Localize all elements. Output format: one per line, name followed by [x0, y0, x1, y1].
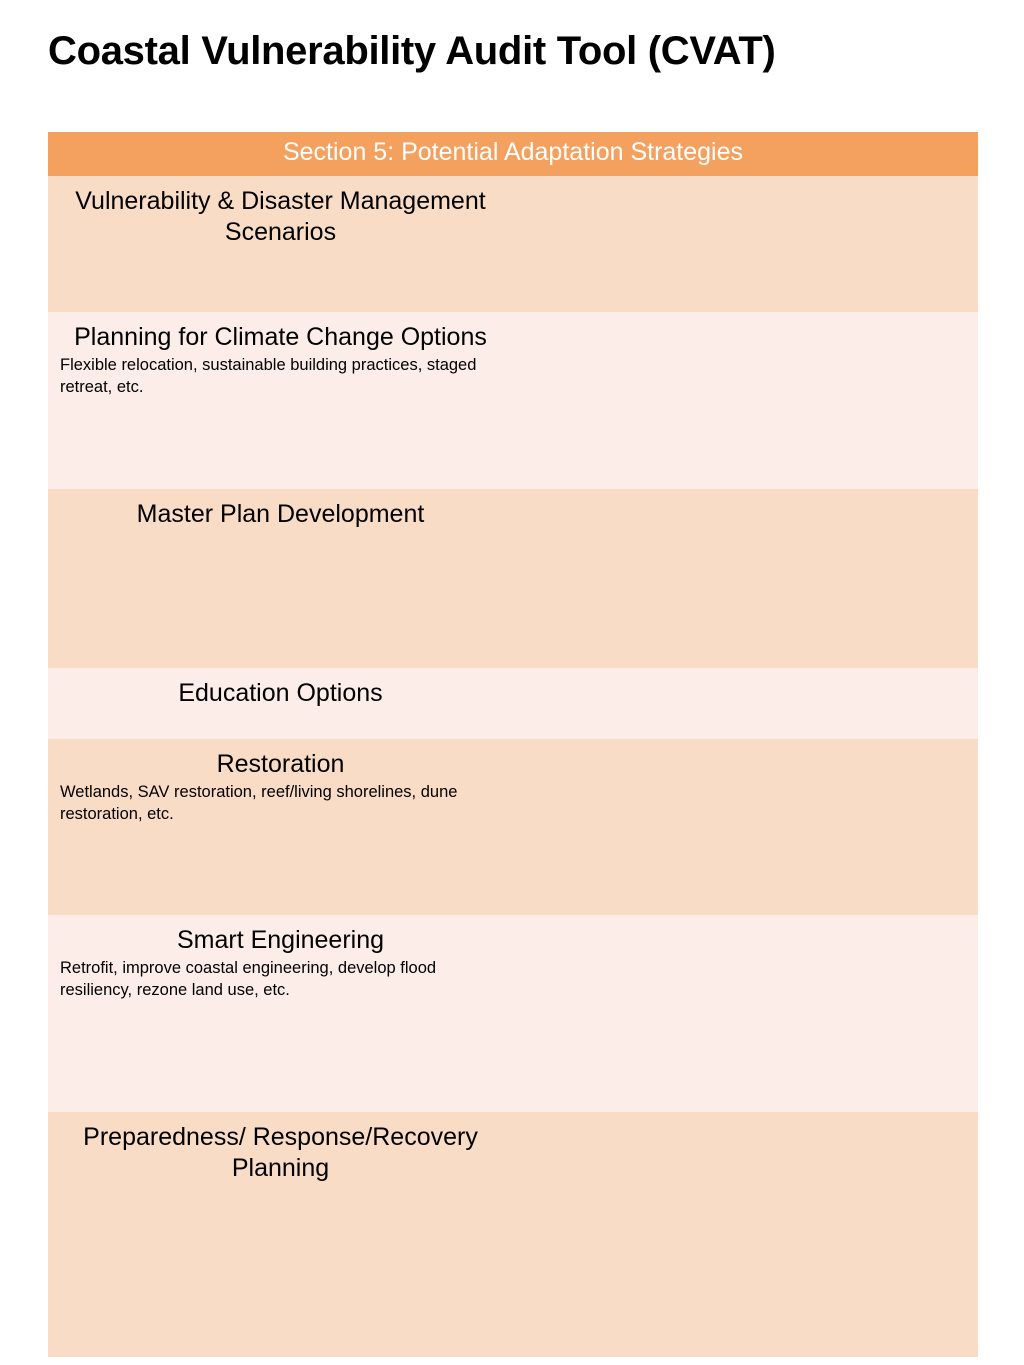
row-label-cell [48, 1112, 513, 1357]
table-row [48, 915, 978, 1112]
row-title: Planning for Climate Change Options [74, 322, 487, 351]
row-label-cell [48, 668, 513, 739]
row-value-cell[interactable] [513, 739, 978, 915]
row-title: Vulnerability & Disaster Management Scenarios [75, 186, 486, 246]
row-value-cell[interactable] [513, 915, 978, 1112]
row-label-cell [48, 176, 513, 312]
row-title: Education Options [178, 678, 383, 707]
table-row [48, 489, 978, 668]
adaptation-strategies-table [48, 132, 978, 1357]
table-row [48, 1112, 978, 1357]
row-label-cell [48, 915, 513, 1112]
row-label-cell [48, 739, 513, 915]
table-row [48, 176, 978, 312]
row-subtitle: Retrofit, improve coastal engineering, develop flood resiliency, rezone land use, etc. [60, 958, 437, 1000]
row-label-cell [48, 489, 513, 668]
row-subtitle: Wetlands, SAV restoration, reef/living shorelines, dune restoration, etc. [60, 782, 458, 824]
row-title: Preparedness/ Response/Recovery Planning [83, 1122, 478, 1182]
table-row [48, 312, 978, 489]
row-label-cell [48, 312, 513, 489]
section-header-row [48, 132, 978, 176]
row-title: Smart Engineering [176, 925, 385, 954]
section-header-cell: Section 5: Potential Adaptation Strategies [48, 132, 978, 176]
table-row [48, 739, 978, 915]
table-row [48, 668, 978, 739]
page-title: Coastal Vulnerability Audit Tool (CVAT) [48, 29, 776, 73]
row-title: Master Plan Development [136, 499, 425, 528]
row-title: Restoration [216, 749, 345, 778]
row-subtitle: Flexible relocation, sustainable building practices, staged retreat, etc. [60, 355, 477, 397]
row-value-cell[interactable] [513, 312, 978, 489]
row-value-cell[interactable] [513, 668, 978, 739]
row-value-cell[interactable] [513, 1112, 978, 1357]
row-value-cell[interactable] [513, 176, 978, 312]
row-value-cell[interactable] [513, 489, 978, 668]
